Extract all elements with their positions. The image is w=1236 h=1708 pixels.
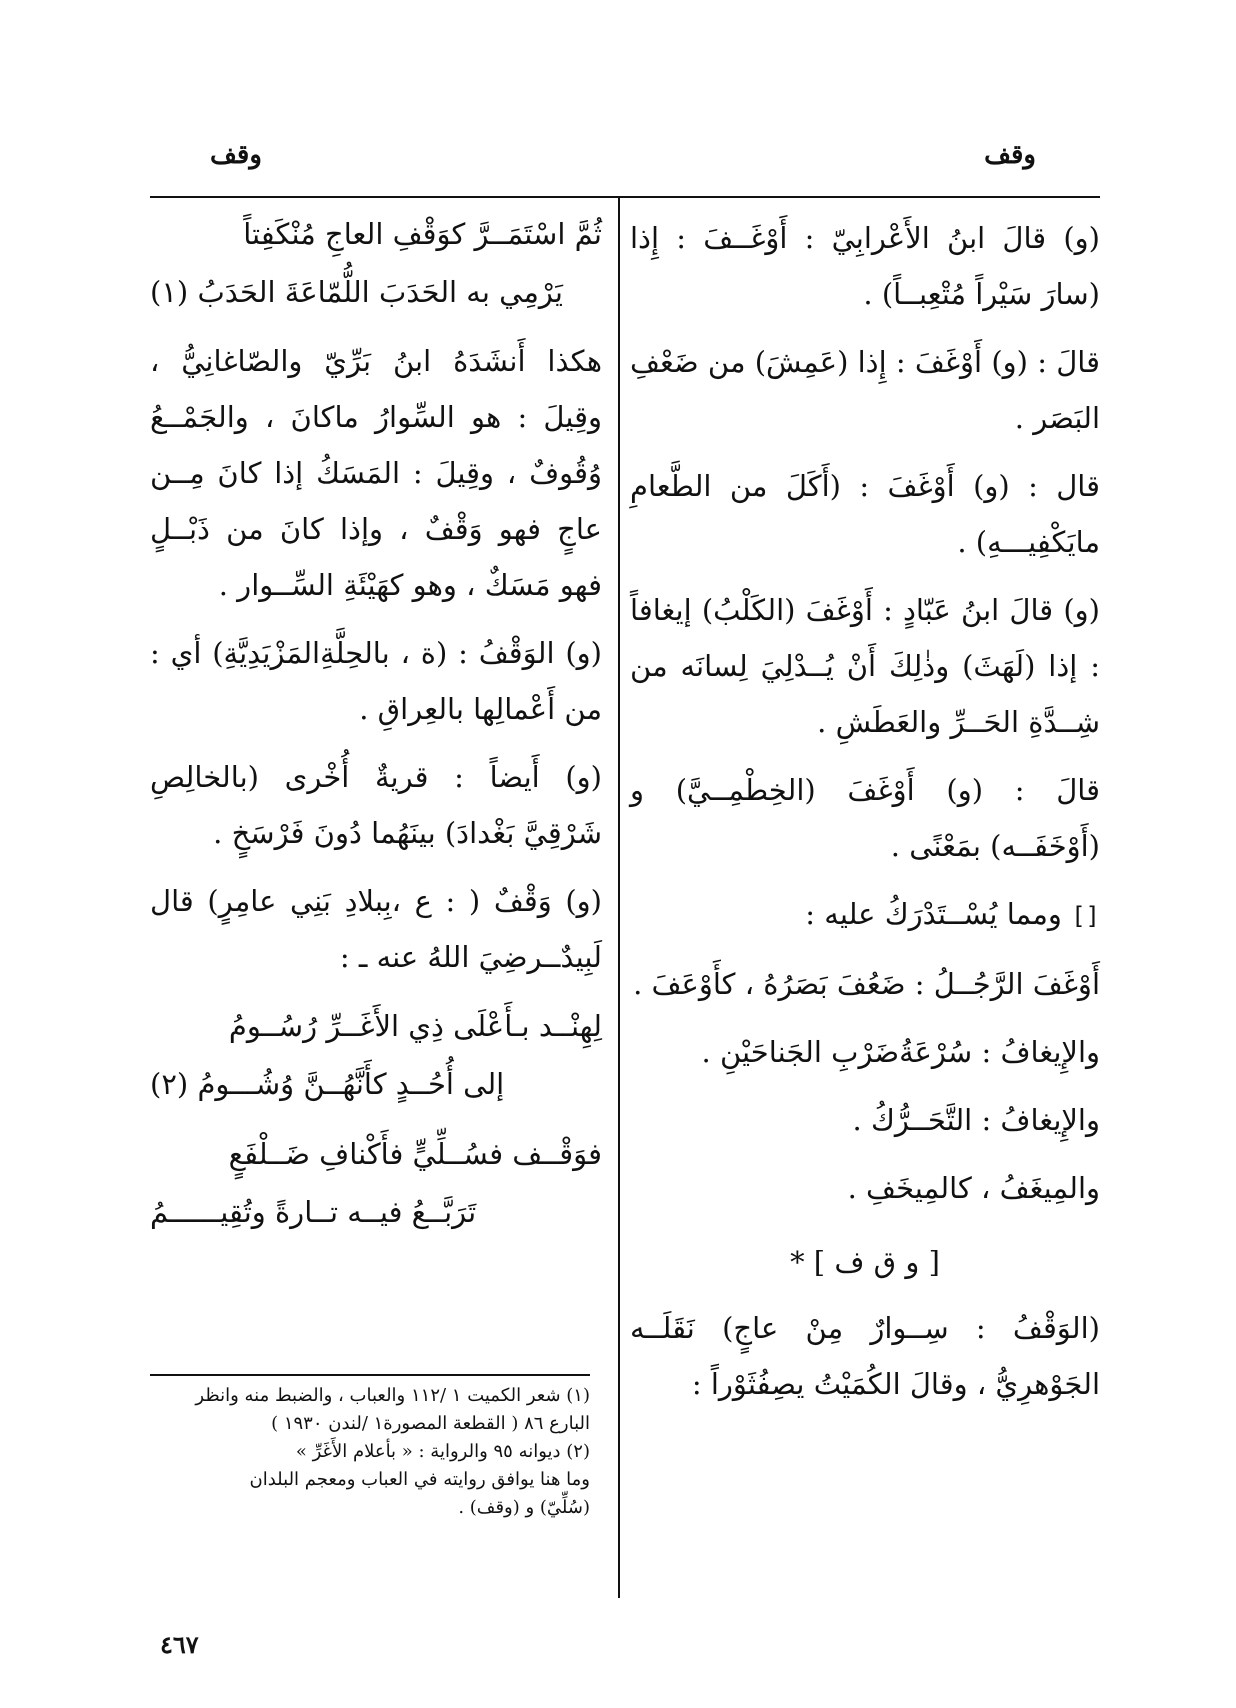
mustadrak-marker: []	[1071, 902, 1100, 930]
mustadrak-line	[630, 886, 1100, 944]
mustadrak-text: ومما يُسْــتَدْرَكُ عليه :	[805, 897, 1062, 931]
paragraph: (و) وَقْفٌ ( : ع ،بِبلادِ بَنِي عامِرٍ) قال لَبِيدٌــرضِيَ اللهُ عنه ـ :	[150, 884, 602, 974]
footnotes	[150, 1382, 590, 1522]
footnote-rule	[150, 1374, 590, 1376]
paragraph: قال : (و) أَوْغَفَ : (أَكَلَ من الطَّعامِ مايَكْفِيـــهِ) .	[630, 469, 1100, 559]
paragraph: (الوَقْفُ : سِــوارٌ مِنْ عاجٍ) نَقَلَــه الجَوْهرِيُّ ، وقالَ الكُمَيْتُ يصِفُثَوْراً :	[630, 1311, 1100, 1401]
paragraph: أَوْغَفَ الرَّجُــلُ : ضَعُفَ بَصَرُهُ ، كأَوْعَفَ .	[633, 967, 1100, 1001]
paragraph: والمِيغَفُ ، كالمِيخَفِ .	[847, 1171, 1100, 1205]
paragraph: قالَ : (و) أَوْغَفَ (الخِطْمِــيَّ) و (أَوْخَفَــه) بمَعْنًى .	[630, 773, 1100, 863]
page-number: ٤٦٧	[160, 1630, 199, 1659]
paragraph: (و) أَيضاً : قريةٌ أُخْرى (بالخالِصِ شَرْقِيَّ بَغْدادَ) بينَهُما دُونَ فَرْسَخٍ .	[150, 760, 602, 850]
paragraph: (و) الوَقْفُ : (ة ، بالحِلَّةِالمَزْيَدِيَّةِ) أي : من أَعْمالِها بالعِراقِ .	[150, 636, 602, 726]
verse-hemistich: فوَقْــف فسُــلِّيٍّ فأَكْنافِ ضَــلْفَعٍ	[228, 1137, 602, 1171]
verse-hemistich: ثُمَّ اسْتَمَــرَّ كوَقْفِ العاجِ مُنْكَفِتاً	[243, 217, 602, 251]
paragraph: (و) قالَ ابنُ عَبّادٍ : أَوْغَفَ (الكَلْبُ) إيغافاً : إذا (لَهَثَ) وذٰلِكَ أَنْ يُــدْلِيَ لِسانَه من شِــدَّةِ الحَــرِّ والعَطَشِ .	[630, 593, 1100, 739]
paragraph: (و) قالَ ابنُ الأَعْرابِيّ : أَوْغَــفَ : إِذا (سارَ سَيْراً مُتْعِبــاً) .	[630, 221, 1100, 311]
paragraph: قالَ : (و) أَوْغَفَ : إِذا (عَمِشَ) من ضَعْفِ البَصَر .	[630, 345, 1100, 435]
running-header-left: وقف	[210, 140, 262, 170]
verse	[150, 205, 602, 321]
paragraph: هكذا أَنشَدَهُ ابنُ بَرِّيّ والصّاغانِيُّ ، وقِيلَ : هو السِّوارُ ماكانَ ، والجَمْــعُ وُقُوفٌ ، وقِيلَ : المَسَكُ إذا كانَ مِــن عاجٍ فهو وَقْفٌ ، وإذا كانَ من ذَبْــلٍ فهو مَسَكٌ ، وهو كهَيْئَةِ السِّــوار .	[150, 344, 602, 602]
header-rule	[150, 196, 1100, 198]
entry-heading: [ و ق ف ] *	[790, 1245, 940, 1279]
footnote-continuation: (سُلِّيّ) و (وقف) .	[458, 1497, 590, 1518]
verse-hemistich: لِهِنْــد بـأَعْلَى ذِي الأَغَــرِّ رُسُــومُ	[228, 1009, 602, 1043]
paragraph: والإِيغافُ : سُرْعَةُضَرْبِ الجَناحَيْنِ .	[701, 1035, 1100, 1069]
verse	[150, 997, 602, 1113]
left-column	[150, 205, 602, 1253]
running-header-right: وقف	[984, 140, 1036, 170]
verse	[150, 1125, 602, 1241]
footnote-continuation: وما هنا يوافق روايته في العباب ومعجم البلدان	[249, 1469, 590, 1490]
verse-hemistich: يَرْمِي به الحَدَبَ اللُّمّاعَةَ الحَدَبُ (١)	[150, 275, 563, 309]
footnote: (٢) ديوانه ٩٥ والرواية : « بأعلام الأَغَرِّ »	[295, 1441, 590, 1462]
column-divider	[618, 198, 620, 1598]
right-column	[630, 210, 1100, 1424]
footnote: (١) شعر الكميت ١ /١١٢ والعباب ، والضبط منه وانظر البارع ٨٦ ( القطعة المصورة١ /لندن ١٩٣٠ )	[195, 1385, 590, 1434]
verse-hemistich: إلى أُحُــدٍ كأَنَّهُــنَّ وُشُـــومُ (٢)	[150, 1067, 505, 1101]
paragraph: والإِيغافُ : التَّحَــرُّكُ .	[852, 1103, 1100, 1137]
verse-hemistich: تَرَبَّــعُ فيــه تــارةً وتُقِيــــــمُ	[150, 1195, 477, 1229]
